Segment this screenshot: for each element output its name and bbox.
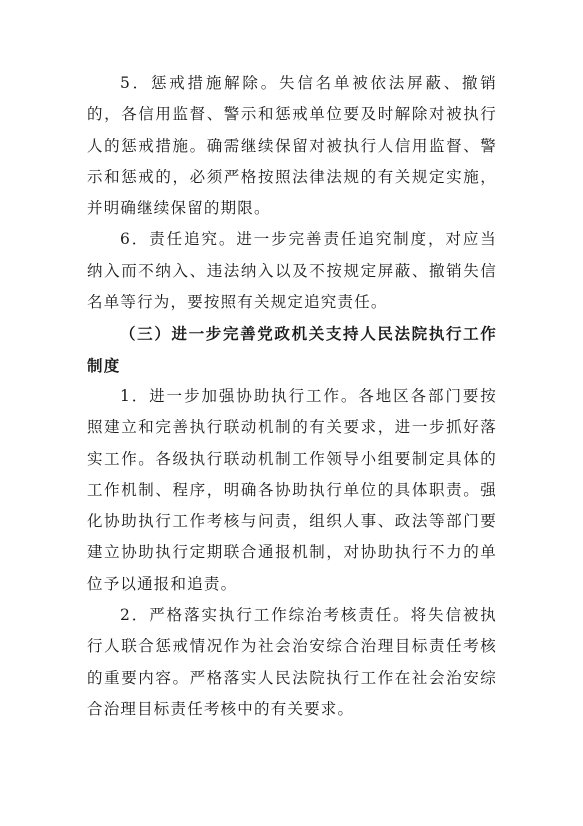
section-heading: （三）进一步完善党政机关支持人民法院执行工作制度	[87, 324, 497, 375]
paragraph-assessment-responsibility: 2．严格落实执行工作综治考核责任。将失信被执行人联合惩戒情况作为社会治安综合治理目标责任考核的重要内容。严格落实人民法院执行工作在社会治安综合治理目标责任考核中的有关要求。	[87, 606, 497, 718]
paragraph-penalty-lifting: 5．惩戒措施解除。失信名单被依法屏蔽、撤销的，各信用监督、警示和惩戒单位要及时解除对被执行人的惩戒措施。确需继续保留对被执行人信用监督、警示和惩戒的，必须严格按照法律法规的有关规定实施，并明确继续保留的期限。	[87, 74, 497, 218]
document-page	[87, 68, 497, 725]
paragraph-accountability: 6．责任追究。进一步完善责任追究制度，对应当纳入而不纳入、违法纳入以及不按规定屏蔽、撤销失信名单等行为，要按照有关规定追究责任。	[87, 230, 497, 312]
paragraph-assist-execution: 1．进一步加强协助执行工作。各地区各部门要按照建立和完善执行联动机制的有关要求，进一步抓好落实工作。各级执行联动机制工作领导小组要制定具体的工作机制、程序，明确各协助执行单位的具体职责。强化协助执行工作考核与问责，组织人事、政法等部门要建立协助执行定期联合通报机制，对协助执行不力的单位予以通报和追责。	[87, 386, 497, 593]
